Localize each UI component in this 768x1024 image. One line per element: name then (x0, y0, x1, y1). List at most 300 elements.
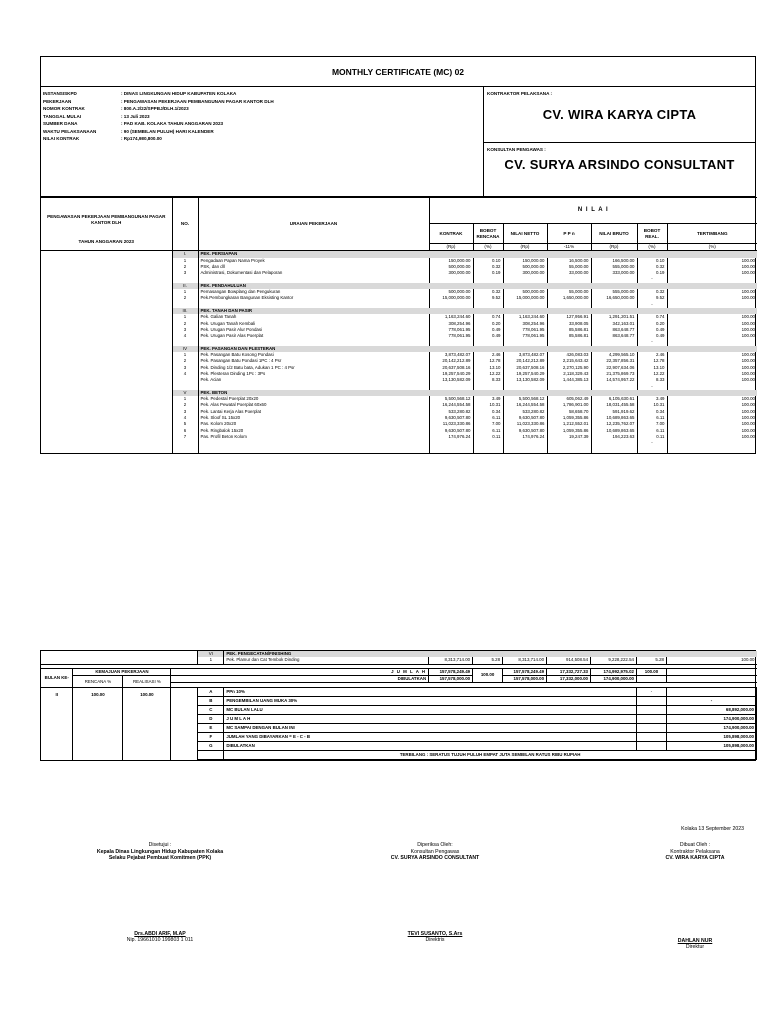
item-value: 5.28 (636, 657, 666, 664)
header-left-year: TAHUN ANGGARAN 2023 (78, 239, 134, 244)
jumlah-real: 100.00 (636, 668, 666, 675)
item-desc: Pek. Urugan Tanah Kembali (198, 321, 429, 327)
item-desc: Pek. Alas Pewatal Poerplat 60x60 (198, 402, 429, 408)
section-name: PEK. TANAH DAN PASIR (198, 308, 757, 314)
item-no: 3 (172, 327, 198, 333)
item-desc: Pek. Urugan Pasir Alas Poerplat (198, 333, 429, 339)
blank-cell (667, 447, 757, 453)
info-key: SUMBER DANA (43, 121, 78, 126)
signature-consultant (360, 842, 510, 944)
summary-label: MC BULAN LALU (224, 706, 637, 715)
header-no: NO. (172, 198, 198, 251)
summary-code: C (198, 706, 224, 715)
jumlah-bruto: 174,992,975.02 (591, 668, 637, 675)
left-blank (41, 447, 172, 453)
dash-cell: - (637, 384, 667, 390)
item-desc: Pek. Acian (198, 377, 429, 383)
item-desc: Pek. Dinding 1/2 Batu bata, Adukan 1 PC : 4 Psr (198, 365, 429, 371)
section-name: PEK. PENDAHULUAN (198, 283, 757, 289)
jumlah-ppn: 17,332,727.33 (547, 668, 591, 675)
consultant-box (484, 142, 755, 197)
item-no: 3 (172, 365, 198, 371)
kemajuan-label: KEMAJUAN PEKERJAAN (73, 668, 171, 675)
item-value: 10,689,863.65 (591, 428, 637, 434)
item-desc: Pas. Profil Beton Kolom (198, 434, 429, 440)
summary-value-a (636, 724, 666, 733)
info-row (41, 98, 483, 106)
item-value: 863,648.77 (591, 333, 637, 339)
item-value: 8.33 (473, 377, 503, 383)
payment-sheet (40, 650, 756, 761)
item-desc: Pek. Pasangan Batu Kosong Pondasi (198, 352, 429, 358)
summary-value: 174,900,000.00 (666, 715, 756, 724)
summary-code: G (198, 742, 224, 751)
item-value: 0.11 (637, 434, 667, 440)
blank-cell (666, 668, 756, 675)
item-value: 10,689,863.65 (591, 415, 637, 421)
summary-value-a (636, 715, 666, 724)
item-no: 4 (172, 415, 198, 421)
item-value: 9,630,507.80 (503, 428, 547, 434)
summary-value: 105,898,000.00 (666, 733, 756, 742)
item-no: 1 (172, 258, 198, 264)
item-value: 9.52 (473, 295, 503, 301)
place-date: Kolaka 13 September 2023 (681, 826, 744, 832)
contractor-signer-name: DAHLAN NUR (677, 937, 713, 944)
left-blank (41, 251, 172, 258)
item-value: 308,254.96 (429, 321, 473, 327)
item-value: 55,000.00 (547, 264, 591, 270)
item-value: 19,257,540.29 (429, 371, 473, 377)
item-value: 426,083.03 (547, 352, 591, 358)
realisasi-value: 100.00 (123, 688, 171, 760)
item-value: 308,254.96 (503, 321, 547, 327)
item-value: 0.20 (637, 321, 667, 327)
item-value: 12.22 (637, 371, 667, 377)
item-desc: PSK, dan dll (198, 264, 429, 270)
item-no: 1 (172, 314, 198, 320)
item-no: 2 (172, 295, 198, 301)
item-value: 16,244,554.58 (503, 402, 547, 408)
header-unit: (Rp) (591, 244, 637, 251)
item-desc: Pemasangan Bowplang dan Pengukuran (198, 289, 429, 295)
item-value: 10.31 (473, 402, 503, 408)
table-row (41, 657, 757, 664)
item-value: 591,919.62 (591, 409, 637, 415)
item-value: 1,291,201.51 (591, 314, 637, 320)
info-value: : 90 (SEMBILAN PULUH) HARI KALENDER (121, 128, 214, 134)
contractor-line3: CV. WIRA KARYA CIPTA (665, 855, 725, 861)
item-value: 778,061.95 (429, 333, 473, 339)
item-value: 2,118,329.43 (547, 371, 591, 377)
item-value: 5,500,568.12 (429, 396, 473, 402)
item-value: 20,142,212.89 (429, 358, 473, 364)
item-no: 1 (172, 289, 198, 295)
dibulatkan-label: DIBULATKAN (171, 675, 429, 682)
item-no: 3 (172, 409, 198, 415)
item-value: 100.00 (741, 364, 755, 370)
item-value: 100.00 (741, 427, 755, 433)
document-title: MONTHLY CERTIFICATE (MC) 02 (41, 57, 755, 87)
contractor-line2: Kontraktor Pelaksana (670, 848, 720, 855)
blank-cell (591, 447, 637, 453)
item-value: 9,228,222.54 (591, 657, 637, 664)
item-value: 150,000.00 (429, 258, 473, 264)
blank-cell (503, 447, 547, 453)
blank-cell (429, 447, 473, 453)
item-value: 100.00 (741, 333, 755, 339)
item-value: 3.49 (637, 396, 667, 402)
realisasi-label: REALISASI % (123, 675, 171, 687)
item-no: 2 (172, 264, 198, 270)
item-desc: Pek. Ringbalok 15x20 (198, 428, 429, 434)
item-value: 55,000.00 (547, 289, 591, 295)
item-value: 0.32 (637, 289, 667, 295)
info-key: WAKTU PELAKSANAAN (43, 128, 97, 134)
item-value: 8,313,714.00 (429, 657, 473, 664)
header-unit: (%) (667, 244, 757, 251)
item-no: 1 (198, 657, 224, 664)
summary-code: A (198, 688, 224, 697)
jumlah-label: J U M L A H (171, 668, 429, 675)
summary-value-a (636, 742, 666, 751)
section-code: III. (172, 308, 198, 314)
parties-info (484, 87, 755, 196)
item-value: 8.33 (637, 377, 667, 383)
header-unit: (%) (473, 244, 503, 251)
blank-cell (636, 675, 666, 682)
header-col: NILAI NETTO (503, 224, 547, 244)
contractor-box (484, 87, 755, 142)
item-value: 3.49 (473, 396, 503, 402)
item-value: 2.46 (473, 352, 503, 358)
item-value: 20,637,508.16 (503, 365, 547, 371)
blank-cell (172, 447, 198, 453)
dibulatkan-netto: 157,578,000.00 (503, 675, 547, 682)
item-value: 15,000,000.00 (429, 295, 473, 301)
summary-row (41, 688, 757, 697)
signature-contractor (630, 842, 760, 951)
header-nilai: N I L A I (429, 198, 757, 224)
item-desc: Pek. Plesteran Dinding 1Pc : 3Ps (198, 371, 429, 377)
item-desc: Pek. Pedestal Poerplat 20x20 (198, 396, 429, 402)
item-value: 15,000,000.00 (503, 295, 547, 301)
info-key: NOMOR KONTRAK (43, 106, 85, 111)
item-value: 2,215,643.42 (547, 358, 591, 364)
header-unit: (Rp) (429, 244, 473, 251)
item-value: 605,062.49 (547, 396, 591, 402)
item-no: 7 (172, 434, 198, 440)
item-desc: Pek. Urugan Pasir Alur Pondasi (198, 327, 429, 333)
blank-cell (198, 447, 429, 453)
spacer-row (41, 447, 757, 453)
consultant-name: CV. SURYA ARSINDO CONSULTANT (504, 156, 735, 172)
ppk-line2: Kepala Dinas Lingkungan Hidup Kabupaten Kolaka (96, 848, 224, 855)
summary-value: 68,892,000.00 (666, 706, 756, 715)
item-value: 5.28 (473, 657, 503, 664)
bulan-label: BULAN KE- (41, 668, 73, 688)
consultant-signer-name: TEVI SUSANTO, S.Ars (407, 930, 463, 937)
info-value: : DINAS LINGKUNGAN HIDUP KABUPATEN KOLAKA (121, 91, 237, 96)
item-no: 2 (172, 402, 198, 408)
item-value: 300,000.00 (429, 270, 473, 276)
item-value: 13.10 (637, 365, 667, 371)
item-value: 0.49 (637, 327, 667, 333)
item-value: 9,630,507.80 (429, 428, 473, 434)
item-value: 0.49 (473, 333, 503, 339)
item-desc: Pengadaan Papan Nama Proyek (198, 258, 429, 264)
dibulatkan-ppn: 17,332,000.00 (547, 675, 591, 682)
section-name: PEK. PASANGAN DAN PLESTERAN (198, 346, 757, 352)
dash-cell: - (637, 302, 667, 308)
section-name: PEK. PENGECATAN/FINISHING (224, 651, 757, 657)
summary-value-a (636, 733, 666, 742)
header-unit: (Rp) (503, 244, 547, 251)
item-value: 914,508.54 (547, 657, 591, 664)
item-value: 100.00 (741, 289, 755, 295)
item-value: 555,000.00 (591, 289, 637, 295)
item-value: 0.32 (473, 264, 503, 270)
item-value: 0.74 (637, 314, 667, 320)
blank-cell (198, 751, 224, 760)
item-value: 6.11 (637, 428, 667, 434)
item-value: 0.19 (637, 270, 667, 276)
ppk-name: Drs.ABDI ARIF, M.AP (134, 930, 186, 937)
item-value: 194,223.63 (591, 434, 637, 440)
summary-value (666, 688, 756, 697)
item-value: 0.32 (637, 264, 667, 270)
jumlah-bobot: 100.00 (473, 668, 503, 683)
item-value: 100.00 (741, 358, 755, 364)
item-value: 6.11 (473, 415, 503, 421)
item-value: 174,976.24 (429, 434, 473, 440)
bulan-value: II (41, 688, 73, 760)
info-value: : Rp174,980,800.00 (121, 136, 162, 141)
summary-label: J U M L A H (224, 715, 637, 724)
ppk-nip: Nip. 19661010 199803 1 011 (126, 937, 194, 943)
item-value: 4,299,565.10 (591, 352, 637, 358)
info-key: TANGGAL MULAI (43, 113, 82, 119)
item-no: 6 (172, 428, 198, 434)
item-value: 19,247.39 (547, 434, 591, 440)
summary-label: DIBULATKAN (224, 742, 637, 751)
item-value: 9,630,507.80 (429, 415, 473, 421)
dibulatkan-bruto: 174,900,000.00 (591, 675, 637, 682)
summary-code: E (198, 724, 224, 733)
item-no: 1 (172, 352, 198, 358)
header-col: BOBOT REAL. (637, 224, 667, 244)
item-value: 1,786,901.00 (547, 402, 591, 408)
item-value: 300,000.00 (503, 270, 547, 276)
blank-cell (171, 688, 198, 760)
project-info (41, 87, 484, 196)
item-value: 1,059,355.86 (547, 415, 591, 421)
info-value: : PAD KAB. KOLAKA TAHUN ANGGARAN 2023 (121, 121, 224, 126)
item-value: 1,650,000.00 (547, 295, 591, 301)
signature-ppk (50, 842, 270, 944)
item-value: 13,130,582.09 (503, 377, 547, 383)
summary-value: 105,898,000.00 (666, 742, 756, 751)
info-row (41, 135, 483, 143)
header-col: NILAI BRUTO (591, 224, 637, 244)
item-value: 8,313,714.00 (503, 657, 547, 664)
summary-code: D (198, 715, 224, 724)
item-value: 778,061.95 (503, 333, 547, 339)
item-value: 100.00 (741, 657, 755, 663)
ppk-line1: Disetujui : (148, 842, 172, 848)
item-value: 1,059,355.86 (547, 428, 591, 434)
item-value: 6.11 (473, 428, 503, 434)
info-key: NILAI KONTRAK (43, 136, 80, 141)
summary-label: JUMLAH YANG DIBAYARKAN = E - C - B (224, 733, 637, 742)
item-value: 100.00 (741, 270, 755, 276)
item-value: 0.74 (473, 314, 503, 320)
item-no: 4 (172, 371, 198, 377)
item-value: 342,163.01 (591, 321, 637, 327)
summary-value-a (636, 706, 666, 715)
section-code: V (172, 390, 198, 396)
item-value: 863,648.77 (591, 327, 637, 333)
item-no: 2 (172, 321, 198, 327)
item-value: 12.22 (473, 371, 503, 377)
contractor-line1: Dibuat Oleh : (679, 842, 711, 848)
item-no: 5 (172, 421, 198, 427)
header-unit: (%) (637, 244, 667, 251)
header-col: P P n (547, 224, 591, 244)
item-value: 174,976.24 (503, 434, 547, 440)
item-value: 500,000.00 (503, 289, 547, 295)
item-value: 2.46 (637, 352, 667, 358)
item-value: 0.32 (473, 289, 503, 295)
item-value: 100.00 (741, 326, 755, 332)
item-value: 18,031,455.58 (591, 402, 637, 408)
consultant-signer-role: Direktris (425, 937, 445, 943)
item-value: 16,500.00 (547, 258, 591, 264)
item-value: 0.10 (473, 258, 503, 264)
item-value: 14,574,957.22 (591, 377, 637, 383)
item-value: 500,000.00 (429, 264, 473, 270)
header-left (41, 198, 172, 251)
info-value: : 800.A.2/22/SPPBJ/DLH.1/2023 (121, 106, 189, 111)
item-value: 0.34 (473, 409, 503, 415)
item-value: 0.49 (637, 333, 667, 339)
item-value: 127,956.91 (547, 314, 591, 320)
consultant-line3: CV. SURYA ARSINDO CONSULTANT (390, 855, 480, 861)
item-value: 0.20 (473, 321, 503, 327)
consultant-line1: Diperiksa Oleh: (417, 842, 453, 848)
item-value: 20,142,212.89 (503, 358, 547, 364)
section-code: VI (198, 651, 224, 657)
item-value: 9,630,507.80 (503, 415, 547, 421)
item-value: 21,375,869.73 (591, 371, 637, 377)
item-value: 16,650,000.00 (591, 295, 637, 301)
section-header (41, 251, 757, 258)
info-value: : PENGAWASAN PEKERJAAN PEMBANGUNAN PAGAR KANTOR DLH (121, 98, 274, 104)
item-value: 100.00 (741, 415, 755, 421)
dash-cell: - (637, 276, 667, 282)
info-row (41, 113, 483, 121)
item-value: 1,212,552.01 (547, 421, 591, 427)
item-desc: Pek. Pasangan Batu Pondasi 1PC : 4 Psr (198, 358, 429, 364)
section-name: PEK. BETON (198, 390, 757, 396)
item-value: 100.00 (741, 295, 755, 301)
item-no: 3 (172, 270, 198, 276)
item-value: 33,908.05 (547, 321, 591, 327)
item-value: 100.00 (741, 352, 755, 358)
item-value: 7.00 (473, 421, 503, 427)
info-value: : 13 Juli 2023 (121, 113, 150, 119)
summary-code: F (198, 733, 224, 742)
item-value: 22,907,634.06 (591, 365, 637, 371)
summary-code: B (198, 697, 224, 706)
item-value: 5,500,568.12 (503, 396, 547, 402)
header-col: TERTIMBANG (667, 224, 757, 244)
section-name: PEK. PERSIAPAN (198, 251, 757, 258)
header-left-title: PENGAWASAN PEKERJAAN PEMBANGUNAN PAGAR KANTOR DLH (47, 214, 166, 225)
item-value: 100.00 (741, 396, 755, 402)
section-code: II. (172, 283, 198, 289)
item-value: 100.00 (741, 402, 755, 408)
item-value: 16,244,554.58 (429, 402, 473, 408)
info-key: INSTANSISKPD (43, 91, 77, 96)
item-desc: Pas. Kolom 20x20 (198, 421, 429, 427)
jumlah-kontrak: 157,578,249.49 (429, 668, 473, 675)
item-value: 33,000.00 (547, 270, 591, 276)
certificate-sheet (40, 56, 756, 454)
contractor-label: KONTRAKTOR PELAKSANA : (487, 91, 553, 96)
info-row (41, 120, 483, 128)
item-desc: Administrasi, Dokumentasi dan Pelaporan (198, 270, 429, 276)
item-no: 1 (172, 396, 198, 402)
blank-cell (666, 675, 756, 682)
item-value: 0.19 (473, 270, 503, 276)
ppk-line3: Selaku Pejabat Pembuat Komitmen (PPK) (108, 855, 212, 861)
info-row (41, 128, 483, 136)
summary-label: PPn 10% (224, 688, 637, 697)
item-value: 166,500.00 (591, 258, 637, 264)
header-col: KONTRAK (429, 224, 473, 244)
item-value: 12.78 (637, 358, 667, 364)
item-value: 555,000.00 (591, 264, 637, 270)
jumlah-row (41, 668, 757, 675)
summary-value-a (636, 697, 666, 706)
item-value: 3,873,482.07 (429, 352, 473, 358)
left-blank (41, 657, 198, 664)
item-value: 100.00 (741, 257, 755, 263)
item-value: 10.31 (637, 402, 667, 408)
info-row (41, 105, 483, 113)
header-uraian: URAIAN PEKERJAAN (198, 198, 429, 251)
jumlah-netto: 157,578,249.49 (503, 668, 547, 675)
dash-cell: - (637, 339, 667, 345)
item-value: 100.00 (741, 377, 755, 383)
consultant-label: KONSULTAN PENGAWAS : (487, 146, 546, 152)
item-value: 0.11 (473, 434, 503, 440)
info-block (41, 87, 755, 197)
item-value: 19,257,540.29 (503, 371, 547, 377)
info-row (41, 90, 483, 98)
item-value: 2,270,125.90 (547, 365, 591, 371)
item-value: 0.49 (473, 327, 503, 333)
item-value: 7.00 (637, 421, 667, 427)
section-code: I. (172, 251, 198, 258)
item-value: 533,280.82 (503, 409, 547, 415)
item-value: 100.00 (741, 370, 755, 376)
item-value: 100.00 (741, 263, 755, 269)
item-value: 333,000.00 (591, 270, 637, 276)
item-value: 3,873,482.07 (503, 352, 547, 358)
blank-cell (547, 447, 591, 453)
